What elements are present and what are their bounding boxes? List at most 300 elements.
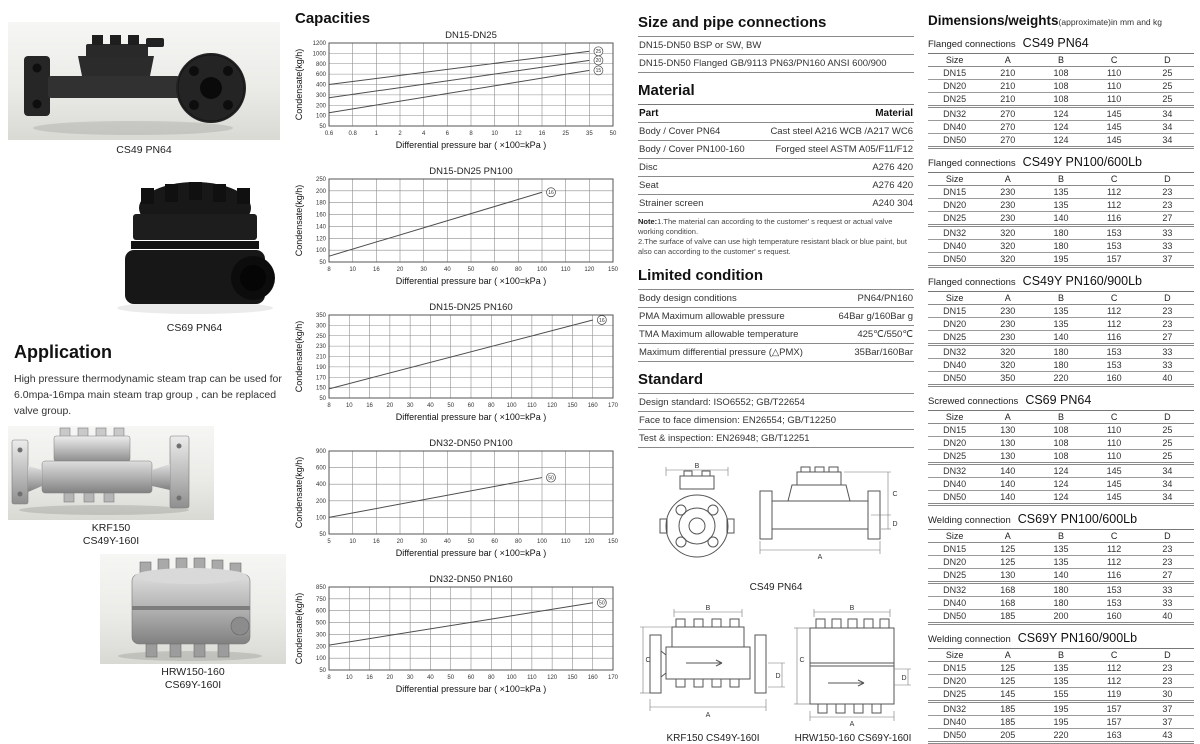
table-cell: 33	[1141, 345, 1194, 359]
table-cell: 180	[1034, 240, 1087, 253]
dimension-table-head	[928, 173, 1194, 186]
table-row	[928, 212, 1194, 226]
svg-text:140: 140	[315, 224, 326, 231]
table-cell: 37	[1141, 702, 1194, 716]
connection-type: Welding connection	[928, 634, 1011, 645]
svg-text:110: 110	[560, 267, 571, 273]
table-header-cell: C	[1088, 530, 1141, 543]
table-cell: 112	[1088, 186, 1141, 199]
table-cell: 230	[981, 305, 1034, 318]
svg-text:850: 850	[315, 585, 326, 591]
table-cell: 130	[981, 569, 1034, 583]
table-cell: 25	[1141, 93, 1194, 107]
svg-text:4: 4	[421, 131, 426, 137]
table-cell: 108	[1034, 80, 1087, 93]
material-title: Material	[638, 82, 695, 99]
table-cell: 25	[1141, 424, 1194, 437]
table-cell: 200	[1034, 610, 1087, 624]
table-row	[928, 345, 1194, 359]
limited-title: Limited condition	[638, 266, 763, 284]
table-row	[928, 107, 1194, 121]
table-cell: DN50	[928, 372, 981, 386]
table-header-cell: B	[1034, 54, 1087, 67]
svg-text:230: 230	[315, 344, 326, 351]
table-row	[928, 464, 1194, 478]
svg-text:40: 40	[443, 539, 451, 545]
dimension-table	[928, 172, 1194, 268]
table-cell: DN50	[928, 491, 981, 505]
svg-text:60: 60	[491, 539, 499, 545]
table-cell: 108	[1034, 67, 1087, 80]
material-part: Body / Cover PN64	[639, 126, 721, 137]
limited-label: Maximum differential pressure (△PMX)	[639, 346, 803, 358]
svg-text:120: 120	[547, 403, 558, 409]
table-row	[928, 569, 1194, 583]
svg-text:800: 800	[315, 61, 326, 68]
table-cell: 168	[981, 583, 1034, 597]
material-row	[638, 141, 914, 159]
table-cell: 140	[981, 491, 1034, 505]
dim-label-d: D	[901, 674, 907, 682]
svg-text:5: 5	[327, 539, 331, 545]
svg-text:150: 150	[567, 675, 578, 681]
svg-text:8: 8	[327, 403, 331, 409]
table-cell: 153	[1088, 597, 1141, 610]
connection-type: Flanged connections	[928, 158, 1016, 169]
svg-text:Differential pressure bar ( ×1: Differential pressure bar ( ×100=kPa )	[395, 548, 547, 558]
table-cell: DN15	[928, 67, 981, 80]
table-row	[928, 610, 1194, 624]
svg-text:Differential pressure bar ( ×1: Differential pressure bar ( ×100=kPa )	[395, 140, 547, 150]
table-cell: 205	[981, 729, 1034, 743]
product-caption-line: KRF150	[91, 522, 131, 534]
table-cell: DN25	[928, 331, 981, 345]
size-pipe-title: Size and pipe connections	[638, 14, 827, 31]
standard-row-text: Face to face dimension: EN26554; GB/T12250	[639, 414, 836, 426]
table-cell: 23	[1141, 318, 1194, 331]
svg-text:110: 110	[560, 539, 571, 545]
material-row	[638, 159, 914, 177]
table-cell: DN25	[928, 688, 981, 702]
table-cell: DN50	[928, 610, 981, 624]
svg-text:180: 180	[315, 200, 326, 207]
table-cell: 135	[1034, 305, 1087, 318]
table-row	[928, 121, 1194, 134]
size-pipe-rows	[638, 36, 914, 73]
dimensions-column	[928, 8, 1194, 740]
svg-text:16: 16	[372, 267, 380, 273]
table-cell: 124	[1034, 134, 1087, 148]
table-cell: 33	[1141, 597, 1194, 610]
table-cell: 180	[1034, 359, 1087, 372]
table-cell: 160	[1088, 610, 1141, 624]
krf150-drawing	[638, 604, 788, 727]
dimension-table	[928, 410, 1194, 506]
table-cell: DN50	[928, 253, 981, 267]
svg-text:600: 600	[315, 465, 326, 472]
size-pipe-row-text: DN15-DN50 BSP or SW, BW	[639, 40, 762, 51]
table-cell: 210	[981, 80, 1034, 93]
table-cell: 108	[1034, 437, 1087, 450]
table-cell: 23	[1141, 186, 1194, 199]
table-cell: 180	[1034, 345, 1087, 359]
table-row	[928, 80, 1194, 93]
table-cell: 124	[1034, 491, 1087, 505]
material-note	[638, 217, 914, 258]
svg-text:16: 16	[372, 539, 380, 545]
svg-text:Differential pressure bar ( ×1: Differential pressure bar ( ×100=kPa )	[395, 276, 547, 286]
svg-text:900: 900	[315, 449, 326, 455]
dimension-table-subtitle	[928, 391, 1194, 409]
svg-text:DN15-DN25: DN15-DN25	[445, 30, 497, 41]
table-header-cell: C	[1088, 649, 1141, 662]
svg-text:12: 12	[514, 131, 522, 137]
svg-text:120: 120	[584, 267, 595, 273]
dimension-table-head	[928, 411, 1194, 424]
svg-text:Condensate(kg/h): Condensate(kg/h)	[294, 592, 304, 665]
dimension-table-subtitle	[928, 510, 1194, 528]
svg-text:250: 250	[315, 177, 326, 183]
application-text: High pressure thermodynamic steam trap can be used for 6.0mpa-16mpa main steam trap group , can be replaced valve group.	[14, 373, 282, 417]
svg-text:10: 10	[345, 403, 353, 409]
table-cell: 124	[1034, 478, 1087, 491]
table-row	[928, 437, 1194, 450]
svg-text:25: 25	[562, 131, 570, 137]
svg-text:60: 60	[467, 675, 475, 681]
table-header-cell: Size	[928, 530, 981, 543]
table-cell: 230	[981, 331, 1034, 345]
table-header-row	[928, 173, 1194, 186]
dim-label-a: A	[849, 720, 855, 728]
table-cell: DN25	[928, 569, 981, 583]
svg-text:30: 30	[420, 267, 428, 273]
table-row	[928, 253, 1194, 267]
svg-text:30: 30	[420, 539, 428, 545]
table-row	[928, 331, 1194, 345]
table-cell: 30	[1141, 688, 1194, 702]
limited-row	[638, 326, 914, 344]
svg-text:150: 150	[607, 539, 619, 545]
dim-label-b: B	[705, 604, 711, 612]
svg-text:300: 300	[315, 323, 326, 330]
table-header-cell: D	[1141, 54, 1194, 67]
table-cell: 220	[1034, 372, 1087, 386]
dimension-table-subtitle	[928, 272, 1194, 290]
material-part: Disc	[639, 162, 658, 173]
dimension-table-subtitle	[928, 153, 1194, 171]
svg-text:20: 20	[396, 267, 404, 273]
svg-text:80: 80	[487, 675, 495, 681]
svg-text:80: 80	[514, 267, 522, 273]
table-header-cell: A	[981, 54, 1034, 67]
dimensions-tables	[928, 34, 1194, 744]
table-cell: DN25	[928, 93, 981, 107]
table-row	[928, 93, 1194, 107]
table-cell: 108	[1034, 93, 1087, 107]
table-header-cell: Size	[928, 54, 981, 67]
dimension-table	[928, 648, 1194, 744]
table-cell: 27	[1141, 212, 1194, 226]
table-cell: 270	[981, 134, 1034, 148]
dimensions-header	[928, 12, 1194, 30]
table-cell: 210	[981, 67, 1034, 80]
table-header-row	[928, 649, 1194, 662]
table-cell: 108	[1034, 450, 1087, 464]
table-cell: 116	[1088, 331, 1141, 345]
table-cell: 180	[1034, 226, 1087, 240]
dimension-table	[928, 291, 1194, 387]
svg-text:Condensate(kg/h): Condensate(kg/h)	[294, 320, 304, 393]
limited-value: PN64/PN160	[857, 292, 913, 304]
table-cell: DN32	[928, 702, 981, 716]
svg-text:120: 120	[315, 236, 326, 243]
table-cell: 157	[1088, 716, 1141, 729]
table-cell: DN20	[928, 199, 981, 212]
svg-text:150: 150	[607, 267, 619, 273]
svg-text:20: 20	[386, 403, 394, 409]
table-cell: 25	[1141, 450, 1194, 464]
material-note-line: 2.The surface of valve can use high temperature resistant black or blue paint, but also can according to the customer' s request.	[638, 237, 907, 257]
svg-text:100: 100	[315, 248, 326, 255]
product-caption-line: CS49Y-160I	[82, 534, 140, 547]
svg-text:1000: 1000	[312, 51, 326, 58]
svg-text:160: 160	[587, 675, 598, 681]
product-caption	[8, 522, 214, 547]
dim-label-c: C	[645, 656, 651, 664]
table-cell: 230	[981, 212, 1034, 226]
svg-text:170: 170	[607, 675, 619, 681]
table-cell: 124	[1034, 121, 1087, 134]
table-cell: 130	[981, 450, 1034, 464]
svg-text:50: 50	[548, 475, 554, 482]
specs-column	[638, 8, 914, 744]
svg-text:8: 8	[327, 267, 331, 273]
table-cell: 230	[981, 318, 1034, 331]
table-cell: 37	[1141, 716, 1194, 729]
material-header	[638, 104, 914, 123]
size-pipe-row	[638, 36, 914, 55]
svg-text:300: 300	[315, 92, 326, 99]
material-value: Forged steel ASTM A05/F11/F12	[775, 144, 913, 155]
standard-title: Standard	[638, 370, 704, 388]
drawing-caption: KRF150 CS49Y-160I	[666, 732, 760, 744]
svg-text:40: 40	[427, 675, 434, 681]
svg-text:6: 6	[445, 131, 450, 137]
dimensions-title-suffix: (approximate)in mm and kg	[1058, 17, 1162, 27]
table-cell: 135	[1034, 543, 1087, 556]
svg-text:100: 100	[315, 113, 326, 120]
table-cell: 140	[1034, 331, 1087, 345]
dimension-table-head	[928, 292, 1194, 305]
svg-text:160: 160	[587, 403, 598, 409]
table-cell: 270	[981, 107, 1034, 121]
standard-row	[638, 393, 914, 412]
table-cell: 130	[981, 437, 1034, 450]
table-row	[928, 491, 1194, 505]
svg-text:750: 750	[315, 596, 326, 603]
capacity-chart-svg	[293, 29, 623, 158]
table-cell: 110	[1088, 67, 1141, 80]
limited-value: 35Bar/160Bar	[854, 346, 913, 358]
table-cell: 145	[1088, 464, 1141, 478]
dimension-table-body	[928, 186, 1194, 267]
table-cell: 140	[1034, 569, 1087, 583]
svg-text:170: 170	[607, 403, 619, 409]
table-cell: DN15	[928, 305, 981, 318]
dim-label-d: D	[775, 672, 781, 680]
table-cell: 135	[1034, 662, 1087, 675]
svg-text:10: 10	[345, 675, 353, 681]
svg-text:150: 150	[315, 385, 326, 392]
svg-text:170: 170	[315, 375, 326, 382]
dimension-table	[928, 529, 1194, 625]
connection-type: Flanged connections	[928, 277, 1016, 288]
table-cell: 25	[1141, 67, 1194, 80]
table-cell: 180	[1034, 597, 1087, 610]
svg-text:Differential pressure bar ( ×1: Differential pressure bar ( ×100=kPa )	[395, 412, 547, 422]
table-header-cell: C	[1088, 173, 1141, 186]
table-cell: 140	[981, 478, 1034, 491]
standard-row-text: Design standard: ISO6552; GB/T22654	[639, 396, 805, 408]
table-cell: 195	[1034, 716, 1087, 729]
capacity-chart-svg	[293, 437, 623, 566]
table-cell: DN40	[928, 597, 981, 610]
svg-text:Condensate(kg/h): Condensate(kg/h)	[294, 48, 304, 121]
table-row	[928, 543, 1194, 556]
table-cell: 140	[981, 464, 1034, 478]
table-header-row	[928, 530, 1194, 543]
table-cell: 23	[1141, 305, 1194, 318]
dimension-table-head	[928, 54, 1194, 67]
svg-text:40: 40	[443, 267, 451, 273]
table-cell: 145	[981, 688, 1034, 702]
table-cell: 195	[1034, 253, 1087, 267]
table-cell: 320	[981, 359, 1034, 372]
table-cell: 119	[1088, 688, 1141, 702]
table-cell: 34	[1141, 464, 1194, 478]
svg-text:200: 200	[315, 103, 326, 110]
table-row	[928, 450, 1194, 464]
table-row	[928, 729, 1194, 743]
dim-label-d: D	[892, 520, 898, 528]
table-header-cell: C	[1088, 54, 1141, 67]
table-cell: 145	[1088, 491, 1141, 505]
note-text: 1.The material can according to the customer' s request or actual valve working condition.	[638, 217, 893, 237]
drawing-hrw150	[792, 604, 914, 744]
svg-text:50: 50	[319, 124, 326, 130]
svg-text:Condensate(kg/h): Condensate(kg/h)	[294, 456, 304, 529]
table-cell: 33	[1141, 359, 1194, 372]
size-pipe-row-text: DN15-DN50 Flanged GB/9113 PN63/PN160 ANSI 600/900	[639, 58, 887, 69]
table-row	[928, 583, 1194, 597]
svg-text:210: 210	[315, 354, 326, 361]
svg-text:300: 300	[315, 632, 326, 639]
table-header-row	[928, 54, 1194, 67]
table-row	[928, 199, 1194, 212]
table-cell: DN40	[928, 478, 981, 491]
table-cell: 153	[1088, 226, 1141, 240]
model-name: CS69Y PN100/600Lb	[1017, 512, 1138, 526]
table-header-cell: A	[981, 530, 1034, 543]
dimension-table-subtitle	[928, 34, 1194, 52]
product-caption-line: CS69Y-160I	[164, 678, 222, 691]
svg-text:120: 120	[584, 539, 595, 545]
svg-text:2: 2	[398, 131, 402, 137]
material-rows	[638, 123, 914, 213]
table-header-cell: C	[1088, 411, 1141, 424]
svg-text:16: 16	[366, 675, 373, 681]
limited-rows	[638, 289, 914, 362]
table-cell: 34	[1141, 134, 1194, 148]
svg-text:50: 50	[319, 668, 326, 674]
table-cell: DN20	[928, 318, 981, 331]
svg-text:200: 200	[315, 498, 326, 505]
connection-type: Screwed connections	[928, 396, 1019, 407]
limited-row	[638, 308, 914, 326]
table-cell: 320	[981, 240, 1034, 253]
svg-text:120: 120	[547, 675, 558, 681]
cs69-valve-image	[103, 168, 286, 320]
table-cell: 270	[981, 121, 1034, 134]
table-cell: 180	[1034, 583, 1087, 597]
table-cell: 108	[1034, 424, 1087, 437]
model-name: CS49 PN64	[1022, 36, 1089, 50]
dim-label-b: B	[694, 462, 700, 470]
table-cell: 125	[981, 662, 1034, 675]
material-part: Body / Cover PN100-160	[639, 144, 745, 155]
table-header-cell: D	[1141, 530, 1194, 543]
svg-text:50: 50	[467, 267, 475, 273]
table-row	[928, 662, 1194, 675]
table-cell: 23	[1141, 543, 1194, 556]
standard-rows	[638, 393, 914, 448]
krf150-valve-image	[8, 426, 210, 520]
table-cell: DN32	[928, 583, 981, 597]
svg-text:10: 10	[491, 131, 499, 137]
table-cell: 124	[1034, 464, 1087, 478]
table-cell: 34	[1141, 491, 1194, 505]
table-cell: 145	[1088, 121, 1141, 134]
table-row	[928, 226, 1194, 240]
size-pipe-row	[638, 55, 914, 73]
svg-text:Differential pressure bar ( ×1: Differential pressure bar ( ×100=kPa )	[395, 684, 547, 694]
table-cell: DN15	[928, 424, 981, 437]
model-name: CS69Y PN160/900Lb	[1017, 631, 1138, 645]
table-header-cell: C	[1088, 292, 1141, 305]
svg-text:20: 20	[396, 539, 404, 545]
dim-label-c: C	[799, 656, 805, 664]
note-label: Note:	[638, 217, 658, 226]
table-cell: DN50	[928, 729, 981, 743]
cs49-valve-image	[8, 22, 276, 140]
svg-text:50: 50	[447, 675, 455, 681]
table-cell: DN32	[928, 107, 981, 121]
svg-text:110: 110	[527, 403, 537, 409]
cs49-drawing	[648, 464, 904, 576]
svg-text:150: 150	[567, 403, 578, 409]
drawing-caption: CS49 PN64	[749, 581, 803, 593]
table-cell: 116	[1088, 212, 1141, 226]
table-cell: 125	[981, 556, 1034, 569]
dimension-table-body	[928, 305, 1194, 386]
table-cell: 135	[1034, 556, 1087, 569]
capacity-chart	[293, 437, 628, 571]
table-cell: DN15	[928, 186, 981, 199]
svg-text:1: 1	[374, 131, 379, 137]
svg-text:40: 40	[427, 403, 434, 409]
svg-text:16: 16	[538, 131, 546, 137]
product-caption	[100, 666, 286, 691]
